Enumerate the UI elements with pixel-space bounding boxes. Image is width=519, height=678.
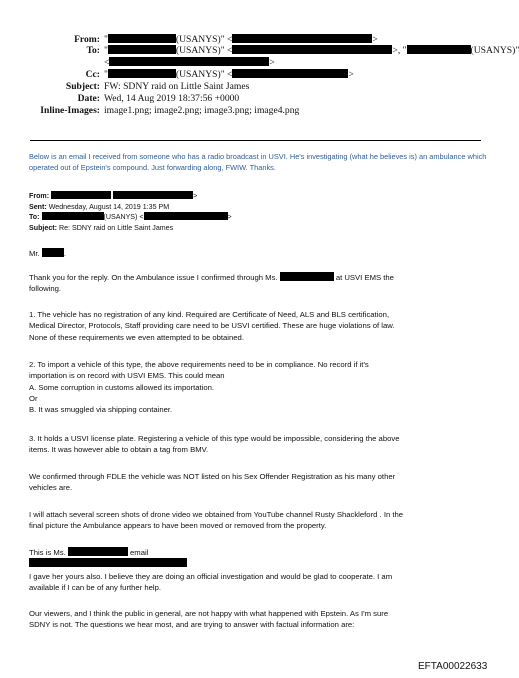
date-value: Wed, 14 Aug 2019 18:37:56 +0000: [104, 93, 240, 104]
redaction: [232, 45, 392, 54]
paragraph-2: 1. The vehicle has no registration of any kind. Required are Certificate of Need, ALS and BLS certification, Medical Director, Protocols, Staff providing care need to be USVI certified. These are huge violations of law. None of these requirements we even attempted to be obtained.: [29, 310, 395, 342]
inline-images-value: image1.png; image2.png; image3.png; image4.png: [104, 105, 300, 116]
greeting: Mr. .: [29, 249, 66, 258]
redaction: [144, 212, 228, 220]
paragraph-3: 2. To import a vehicle of this type, the above requirements need to be in compliance. No record if it's importation is on record with USVI EMS. This could mean A. Some corruption in customs allowed its importation. Or B. It was smuggled via shipping container.: [29, 360, 369, 415]
inner-to-row: To: (USANYS) < >: [29, 213, 232, 221]
redaction: [109, 57, 269, 66]
paragraph-4: 3. It holds a USVI license plate. Registering a vehicle of this type would be impossible, considering the above items. It was however able to obtain a tag from BMV.: [29, 434, 400, 455]
redaction: [407, 45, 471, 54]
redaction: [232, 34, 372, 43]
inner-subject-value: Re: SDNY raid on Little Saint James: [58, 224, 174, 232]
inner-from-row: From: >: [29, 192, 198, 200]
paragraph-5: We confirmed through FDLE the vehicle was NOT listed on his Sex Offender Registration as his many other vehicles are.: [29, 472, 396, 493]
redaction: [108, 45, 176, 54]
from-label: From:: [74, 34, 100, 45]
header-to-row: To: " (USANYS)" < >, " (USANYS)": [86, 45, 519, 56]
inline-images-label: Inline-Images:: [40, 105, 100, 116]
header-date-row: [0, 93, 512, 105]
inner-subject-row: Subject: Re: SDNY raid on Little Saint James: [29, 224, 174, 232]
redaction: [108, 69, 176, 78]
paragraph-1: Thank you for the reply. On the Ambulance issue I confirmed through Ms. at USVI EMS the following.: [29, 273, 394, 294]
paragraph-9: Our viewers, and I think the public in general, are not happy with what happened with Epstein. As I'm sure SDNY is not. The questions we hear most, and are trying to answer with factual information are:: [29, 609, 389, 630]
redaction: [42, 248, 64, 257]
header-cc-row: Cc: " (USANYS)" < >: [85, 69, 354, 80]
header-divider: [30, 140, 481, 141]
redaction: [51, 191, 111, 199]
to-label: To:: [86, 45, 100, 56]
redaction: [68, 547, 128, 556]
redaction: [108, 34, 176, 43]
sent-value: Wednesday, August 14, 2019 1:35 PM: [48, 203, 170, 211]
paragraph-7: This is Ms. email: [29, 548, 149, 557]
paragraph-8: I gave her yours also. I believe they are doing an official investigation and would be glad to cooperate. I am available if I can be of any further help.: [29, 572, 393, 593]
subject-value: FW: SDNY raid on Little Saint James: [104, 81, 250, 92]
header-inline-images-row: [0, 105, 512, 117]
header-from-row: From: " (USANYS)" < >: [74, 34, 378, 45]
redaction: [113, 191, 193, 199]
inner-sent-row: Sent: Wednesday, August 14, 2019 1:35 PM: [29, 203, 170, 211]
cc-label: Cc:: [85, 69, 100, 80]
header-to-row-cont: < >: [104, 57, 275, 68]
redaction: [280, 272, 334, 281]
redaction: [42, 212, 104, 220]
bates-number: EFTA00022633: [418, 661, 488, 672]
header-subject-row: [0, 81, 512, 93]
forward-note: Below is an email I received from someone who has a radio broadcast in USVI. He's investigating (what he believes is) an ambulance which operated out of Epstein's compound. Just forwarding along, FWIW. Thanks.: [29, 152, 487, 172]
subject-label: Subject:: [65, 81, 100, 92]
date-label: Date:: [77, 93, 100, 104]
paragraph-6: I will attach several screen shots of drone video we obtained from YouTube channel Rusty Shackleford . In the final picture the Ambulance appears to have been moved or removed from the property.: [29, 510, 404, 531]
redaction: [232, 69, 348, 78]
redaction-bar: [29, 558, 187, 567]
